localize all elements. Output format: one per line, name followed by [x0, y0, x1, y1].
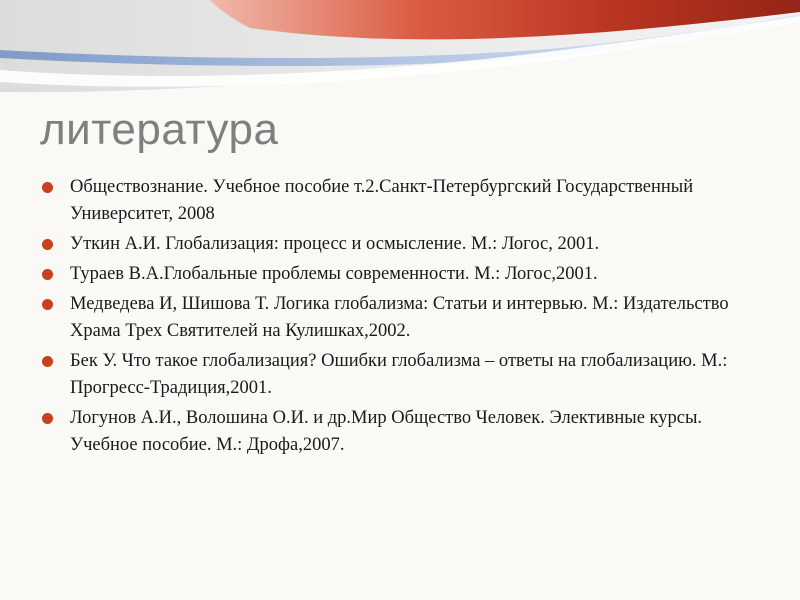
list-item	[40, 261, 760, 288]
list-item-text: Медведева И, Шишова Т. Логика глобализма: Статьи и интервью. М.: Издательство Храма Трех Святителей на Кулишках,2002.	[70, 294, 729, 341]
bullet-icon	[42, 413, 53, 424]
list-item-text: Тураев В.А.Глобальные проблемы современности. М.: Логос,2001.	[70, 264, 598, 284]
bullet-icon	[42, 239, 53, 250]
bibliography-list	[40, 174, 760, 462]
bullet-icon	[42, 182, 53, 193]
bullet-icon	[42, 356, 53, 367]
list-item	[40, 405, 760, 459]
bullet-icon	[42, 299, 53, 310]
list-item-text: Обществознание. Учебное пособие т.2.Санкт-Петербургский Государственный Университет, 2008	[70, 177, 694, 224]
list-item	[40, 291, 760, 345]
list-item	[40, 174, 760, 228]
bullet-icon	[42, 269, 53, 280]
list-item-text: Уткин А.И. Глобализация: процесс и осмысление. М.: Логос, 2001.	[70, 234, 600, 254]
list-item	[40, 348, 760, 402]
slide-title: литература	[40, 105, 279, 154]
list-item	[40, 231, 760, 258]
list-item-text: Бек У. Что такое глобализация? Ошибки глобализма – ответы на глобализацию. М.: Прогресс-Традиция,2001.	[70, 351, 728, 398]
list-item-text: Логунов А.И., Волошина О.И. и др.Мир Общество Человек. Элективные курсы. Учебное пособие. М.: Дрофа,2007.	[70, 408, 703, 455]
header-swoosh-decoration	[0, 0, 800, 110]
